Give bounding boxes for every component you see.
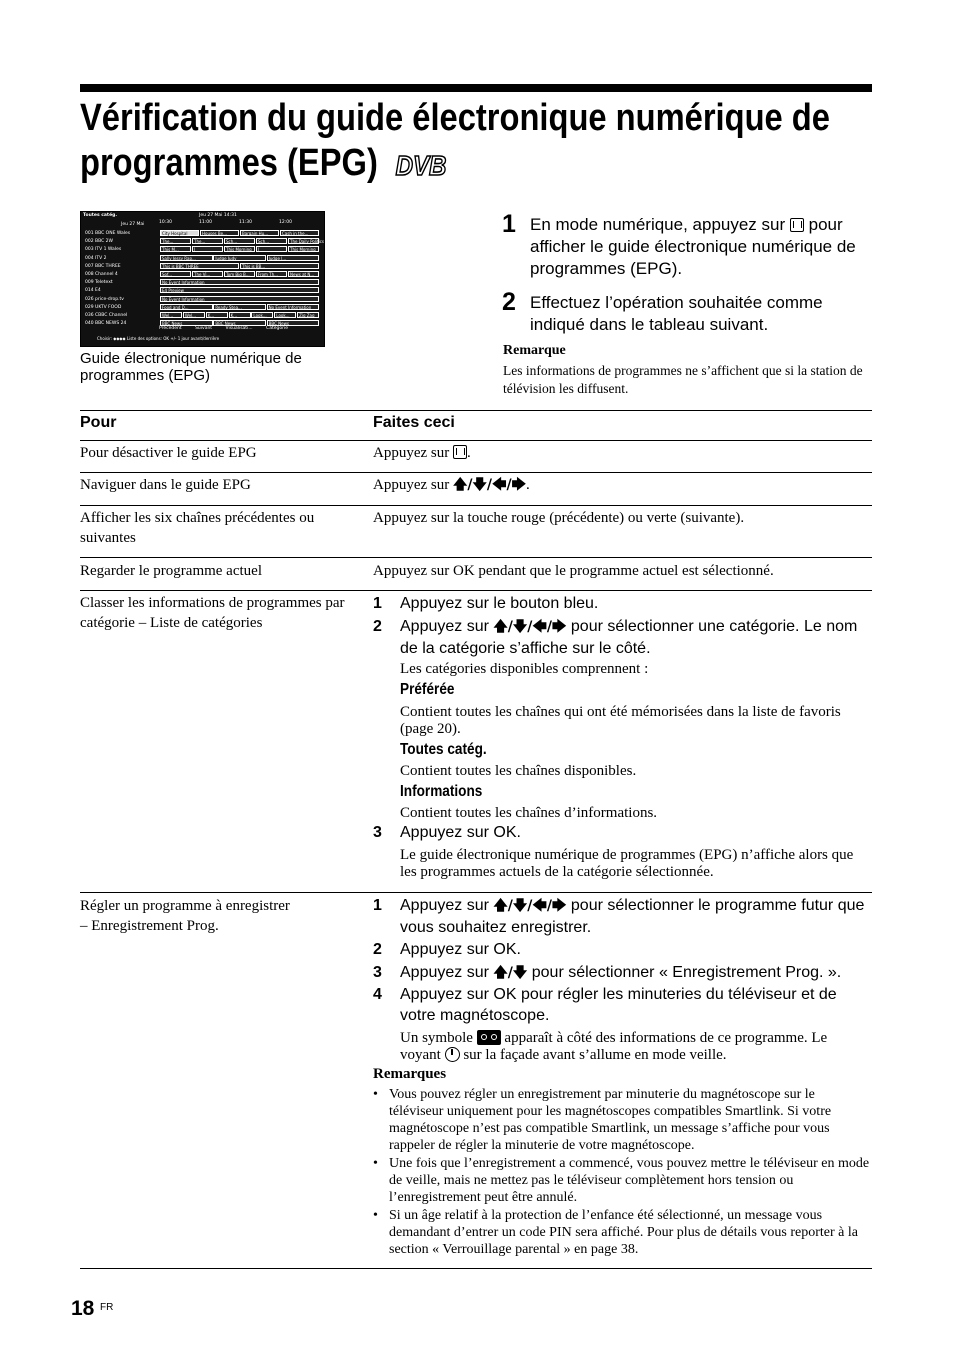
step-text-before: Appuyez sur <box>400 897 489 914</box>
epg-program-cell: Houses Be... <box>200 230 239 236</box>
page-language: FR <box>100 1302 114 1313</box>
arrow-keys-icon: 🡅/🡇/🡄/🡆 <box>493 619 567 635</box>
category-name: Toutes catég. <box>400 741 487 758</box>
table-rule <box>80 892 872 893</box>
epg-program-cell: Sof... <box>160 271 191 277</box>
epg-channel-name: 007 BBC THREE <box>85 263 121 269</box>
step-number: 2 <box>373 941 382 958</box>
epg-channel-name: 026 price-drop.tv <box>85 296 124 302</box>
epg-channel-cells <box>160 312 320 319</box>
page-title <box>80 96 830 186</box>
epg-channel-row <box>83 230 323 237</box>
step-text: Appuyez sur OK pour régler les minuteries du téléviseur et de votre magnétoscope. <box>400 986 837 1024</box>
step-text-before: Appuyez sur <box>400 618 489 635</box>
col-header-faites: Faites ceci <box>373 414 455 431</box>
step-number: 4 <box>373 986 382 1003</box>
timer-led-icon <box>445 1047 460 1062</box>
epg-program-cell: City Hospital <box>160 230 199 236</box>
epg-channel-name: 003 ITV 1 Wales <box>85 247 122 253</box>
epg-channel-cells <box>160 287 320 294</box>
epg-channel-row <box>83 296 323 303</box>
step-text: Effectuez l’opération souhaitée comme indiqué dans le tableau suivant. <box>530 293 823 334</box>
row-2-pour: Naviguer dans le guide EPG <box>80 477 251 493</box>
epg-program-cell: E4 Preview <box>160 287 319 293</box>
guide-button-icon <box>453 445 467 459</box>
remark-text: Les informations de programmes ne s’affichent que si la station de télévision les diffusent. <box>503 363 863 396</box>
epg-channel-name: 008 Channel 4 <box>85 272 118 277</box>
bullet-dot: • <box>373 1087 378 1102</box>
epg-channel-name: 004 ITV 2 <box>85 255 107 261</box>
epg-nav <box>159 326 300 331</box>
symbol-note-before: Un symbole <box>400 1030 473 1046</box>
epg-help: Choisir: ◆◆◆◆ Liste des options: OK +/- 1 jour avant/derrière <box>97 336 220 341</box>
step-text <box>400 895 870 938</box>
step-text <box>400 616 870 659</box>
table-rule <box>80 472 872 473</box>
epg-channel-cells <box>160 230 320 237</box>
epg-program-cell: No Event Information <box>267 304 320 310</box>
arrow-keys-icon: 🡅/🡇/🡄/🡆 <box>493 898 567 914</box>
epg-program-cell: Ready Stea... <box>213 304 266 310</box>
epg-channel-name: 040 BBC NEWS 24 <box>85 321 127 327</box>
epg-channel-row <box>83 238 323 245</box>
epg-program-cell: Bargain Hu... <box>240 230 279 236</box>
remarks-title: Remarques <box>373 1066 447 1082</box>
epg-channel-name: 014 E4 <box>85 288 101 294</box>
step-number: 2 <box>502 288 516 316</box>
step-text-after: pour sélectionner « Enregistrement Prog. ». <box>531 964 842 981</box>
epg-program-cell: The... <box>160 238 191 244</box>
col-header-pour: Pour <box>80 414 117 431</box>
epg-program-cell: Judge J... <box>267 255 320 261</box>
epg-program-cell: Food and D... <box>160 304 213 310</box>
symbol-note <box>400 1030 870 1064</box>
epg-program-cell: Sch... <box>224 238 255 244</box>
step-text <box>400 962 870 984</box>
epg-header: Toutes catég. <box>83 213 118 218</box>
table-rule <box>80 440 872 441</box>
row-5-pour: Classer les informations de programmes par catégorie – Liste de catégories <box>80 595 345 631</box>
step-text: Appuyez sur OK. <box>400 941 521 958</box>
remark-bullet-text: Vous pouvez régler un enregistrement par minuterie du magnétoscope sur le téléviseur uniquement pour les magnétoscopes compatibles Smartlink. Si votre magnétoscope n’est pas compatible Smartlink, un message s’affiche pour vous rappeler de régler la minuterie de votre magnétoscope. <box>389 1087 832 1153</box>
step-text: Appuyez sur le bouton bleu. <box>400 595 599 612</box>
row-4-faites: Appuyez sur OK pendant que le programme actuel est sélectionné. <box>373 563 774 579</box>
table-rule <box>80 590 872 591</box>
epg-channel-cells <box>160 304 320 311</box>
row-2-faites-after: . <box>526 477 530 493</box>
page-title-line2-text: programmes (EPG) <box>80 142 378 184</box>
category-desc: Contient toutes les chaînes qui ont été mémorisées dans la liste de favoris (page 20). <box>400 704 841 737</box>
epg-channel-row <box>83 246 323 253</box>
row-2-faites <box>373 475 873 495</box>
epg-program-cell: K... <box>229 312 251 318</box>
category-desc: Contient toutes les chaînes disponibles. <box>400 763 637 779</box>
row-3-pour: Afficher les six chaînes précédentes ou suivantes <box>80 510 315 546</box>
epg-channel-name: 002 BBC 2W <box>85 239 113 245</box>
arrow-keys-icon: 🡅/🡇/🡄/🡆 <box>452 477 527 493</box>
epg-channel-cells <box>160 255 320 262</box>
row-2-faites-before: Appuyez sur <box>373 477 450 493</box>
epg-program-cell: No Event Information <box>160 279 319 285</box>
epg-program-cell: This is BB... <box>240 263 319 269</box>
svg-text:DVB: DVB <box>395 149 447 182</box>
symbol-note-after: sur la façade avant s’allume en mode veille. <box>463 1047 727 1063</box>
table-rule <box>80 410 872 411</box>
dvb-logo-icon <box>394 149 449 181</box>
page-title-line2 <box>80 141 768 186</box>
epg-program-cell: This is BBC THREE <box>160 263 239 269</box>
row-1-faites-after: . <box>466 445 471 461</box>
category-desc: Contient toutes les chaînes d’informations. <box>400 805 658 821</box>
epg-program-cell: Sally Jessy Rap... <box>160 255 213 261</box>
step-text-after: pour afficher le guide électronique numérique de programmes (EPG). <box>530 215 856 278</box>
epg-program-cell: Look... <box>251 312 273 318</box>
row-4-pour: Regarder le programme actuel <box>80 563 262 579</box>
page-title-line1: Vérification du guide électronique numérique de <box>80 97 830 139</box>
epg-channel-row <box>83 312 323 319</box>
remark-bullet-text: Si un âge relatif à la protection de l’enfance été sélectionné, un message vous demandant d’entrer un code PIN sera affiché. Pour plus de détails vous reporter à la section « Verrouillage parental » en page 38. <box>389 1208 858 1257</box>
row-1-faites <box>373 443 873 463</box>
step-text-after: pour sélectionner une catégorie. Le nom de la catégorie s’affiche sur le côté. <box>400 618 858 657</box>
epg-channel-cells <box>160 246 320 253</box>
remark-bullet-text: Une fois que l’enregistrement a commencé, vous pouvez mettre le téléviseur en mode de veille, mais ne mettez pas le téléviseur complètement hors tension ou l’enregistrement peut être annulé. <box>389 1156 870 1205</box>
epg-program-cell: Cash in the... <box>280 230 319 236</box>
step-number: 1 <box>373 595 382 612</box>
step-number: 1 <box>373 897 382 914</box>
epg-time: 10:30 <box>159 220 172 225</box>
epg-screenshot <box>80 211 325 347</box>
epg-caption: Guide électronique numérique de programmes (EPG) <box>80 350 302 384</box>
epg-program-cell: K... <box>206 312 228 318</box>
epg-channel-row <box>83 279 323 286</box>
epg-program-cell: I <box>192 246 223 252</box>
epg-footer <box>81 326 324 346</box>
row-3-faites: Appuyez sur la touche rouge (précédente) ou verte (suivante). <box>373 510 745 526</box>
bullet-dot: • <box>373 1208 378 1223</box>
symbol-note-middle: apparaît à côté des informations de ce programme. Le voyant <box>400 1030 828 1063</box>
title-rule <box>80 84 872 92</box>
epg-channel-name: 029 UKTV FOOD <box>85 304 122 310</box>
epg-channel-cells <box>160 279 320 286</box>
epg-nav-category: Catégorie <box>266 326 288 331</box>
page-number: 18 <box>71 1297 95 1320</box>
remark-title: Remarque <box>503 343 566 358</box>
step-number: 3 <box>373 824 382 841</box>
guide-button-icon <box>790 218 804 232</box>
row-6-pour-line1: Régler un programme à enregistrer <box>80 898 290 914</box>
category-name: Informations <box>400 783 483 800</box>
step-text-before: En mode numérique, appuyez sur <box>530 215 786 234</box>
epg-channel-cells <box>160 296 320 303</box>
epg-channel-row <box>83 304 323 311</box>
row-6-pour <box>80 896 355 936</box>
epg-program-cell: BBC News <box>213 320 266 326</box>
epg-program-cell: Wel... <box>183 312 205 318</box>
step-text-before: Appuyez sur <box>400 964 489 981</box>
epg-program-cell: Tom Big B... <box>224 271 255 277</box>
epg-nav-view: Visualisati... <box>225 326 253 331</box>
step-number: 1 <box>502 210 516 238</box>
epg-program-cell: From Th... <box>256 271 287 277</box>
row-1-faites-before: Appuyez sur <box>373 445 450 461</box>
table-rule <box>80 557 872 558</box>
epg-time: 11:30 <box>239 220 252 225</box>
table-rule <box>80 1268 872 1269</box>
row-6-pour-line2: – Enregistrement Prog. <box>80 918 219 934</box>
epg-channel-name: 036 CBBC Channel <box>85 313 128 318</box>
bullet-dot: • <box>373 1156 378 1171</box>
epg-program-cell: This Morning <box>288 246 319 252</box>
epg-program-cell: This Morning <box>224 246 255 252</box>
epg-channel-row <box>83 287 323 294</box>
epg-nav-next: Suivant <box>195 326 213 331</box>
epg-time: 11:00 <box>199 220 212 225</box>
epg-program-cell: Judge Judy <box>213 255 266 261</box>
epg-program-cell: The Daily Politics <box>290 239 325 245</box>
epg-program-cell: Wel... <box>160 312 182 318</box>
step-text: Appuyez sur OK. <box>400 824 521 841</box>
epg-program-cell: BBC News <box>160 320 213 326</box>
epg-channel-name: 009 Teletext <box>85 280 113 286</box>
epg-channel-cells <box>160 238 325 245</box>
epg-time: 12:00 <box>279 220 292 225</box>
categories-intro: Les catégories disponibles comprennent : <box>400 661 649 677</box>
epg-program-cell: This M... <box>160 246 191 252</box>
epg-program-cell: No Event Information <box>160 296 319 302</box>
epg-program-cell: I <box>256 246 287 252</box>
step-text <box>530 214 872 280</box>
step-number: 2 <box>373 618 382 635</box>
epg-channel-row <box>83 271 323 278</box>
table-rule <box>80 505 872 506</box>
epg-channel-cells <box>160 271 320 278</box>
epg-channel-row <box>83 255 323 262</box>
epg-program-cell: The Vi... <box>192 271 223 277</box>
epg-date: Jeu 27 Mai <box>121 222 145 227</box>
step-text-after: pour sélectionner le programme futur que vous souhaitez enregistrer. <box>400 897 865 936</box>
epg-program-cell: BBC News <box>267 320 320 326</box>
step-3-note: Le guide électronique numérique de programmes (EPG) n’affiche alors que les programmes actuels de la catégorie sélectionnée. <box>400 847 854 880</box>
epg-program-cell: News at N... <box>288 271 319 277</box>
epg-date-time: Jeu 27 Mai 14:31 <box>199 213 237 218</box>
epg-program-cell: Look... <box>274 312 296 318</box>
arrow-keys-icon: 🡅/🡇 <box>493 965 528 981</box>
epg-program-cell: The... <box>192 238 223 244</box>
epg-nav-prev: Précédent <box>159 326 182 331</box>
epg-program-cell: Sch... <box>256 238 287 244</box>
category-name: Préférée <box>400 681 455 698</box>
epg-channel-row <box>83 263 323 270</box>
row-1-pour: Pour désactiver le guide EPG <box>80 445 257 461</box>
vcr-record-icon <box>477 1030 501 1045</box>
step-number: 3 <box>373 964 382 981</box>
epg-channel-cells <box>160 263 320 270</box>
epg-program-cell: Zig Zag <box>297 312 319 318</box>
epg-channel-name: 001 BBC ONE Wales <box>85 231 131 236</box>
